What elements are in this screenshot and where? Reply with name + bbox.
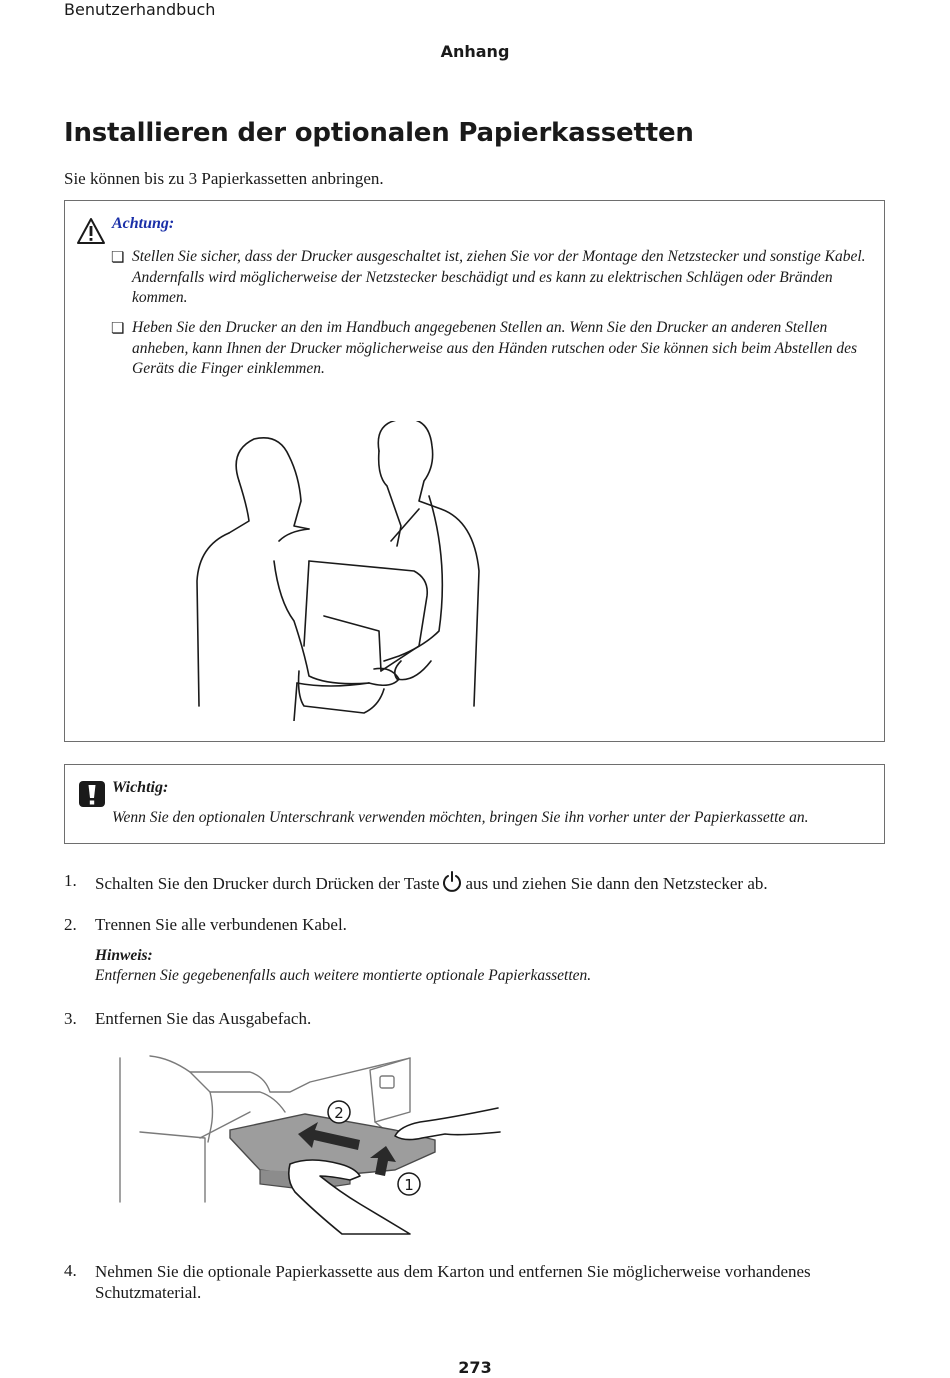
caution-item [111, 247, 877, 309]
warning-triangle-icon [76, 217, 106, 245]
caution-item-text: Stellen Sie sicher, dass der Drucker ausgeschaltet ist, ziehen Sie vor der Montage den Netzstecker und sonstige Kabel. Andernfalls wird möglicherweise der Netzstecker beschädigt und es kann zu elektrischen Schlägen oder Bränden kommen. [132, 248, 866, 306]
svg-text:2: 2 [334, 1104, 344, 1122]
note-text: Entfernen Sie gegebenenfalls auch weitere montierte optionale Papierkassetten. [95, 967, 592, 984]
important-text: Wenn Sie den optionalen Unterschrank verwenden möchten, bringen Sie ihn vorher unter der Papierkassette an. [112, 809, 809, 826]
running-header: Benutzerhandbuch [64, 0, 216, 19]
step-number: 4. [64, 1261, 77, 1280]
step-text-before: Schalten Sie den Drucker durch Drücken der Taste [95, 874, 440, 893]
page-number: 273 [458, 1358, 492, 1377]
important-label: Wichtig: [112, 779, 169, 796]
step-number: 1. [64, 871, 77, 890]
caution-label: Achtung: [112, 215, 175, 232]
step-number: 3. [64, 1009, 77, 1028]
callout-1 [398, 1173, 420, 1195]
caution-item-text: Heben Sie den Drucker an den im Handbuch angegebenen Stellen an. Wenn Sie den Drucker an anderen Stellen anheben, kann Ihnen der Drucker möglicherweise aus den Händen rutschen oder Sie können sich beim Abstellen des Geräts die Finger einklemmen. [132, 319, 858, 377]
callout-2 [328, 1101, 350, 1123]
checkbox-bullet-icon: ❏ [111, 321, 125, 337]
step-text: Nehmen Sie die optionale Papierkassette aus dem Karton und entfernen Sie möglicherweise vorhandenes Schutzmaterial. [95, 1262, 811, 1302]
important-box [64, 764, 885, 844]
page-title: Installieren der optionalen Papierkassetten [64, 118, 694, 148]
step-text: Trennen Sie alle verbundenen Kabel. [95, 915, 347, 934]
svg-text:1: 1 [404, 1176, 414, 1194]
checkbox-bullet-icon: ❏ [111, 250, 125, 266]
power-icon [442, 871, 462, 893]
lifting-printer-illustration [129, 421, 499, 721]
step-text: Entfernen Sie das Ausgabefach. [95, 1009, 312, 1028]
step-number: 2. [64, 915, 77, 934]
caution-box [64, 200, 885, 742]
intro-text: Sie können bis zu 3 Papierkassetten anbringen. [64, 169, 384, 188]
section-heading: Anhang [440, 42, 510, 61]
exclamation-icon [79, 781, 105, 809]
step-text [95, 871, 768, 894]
caution-item [111, 318, 877, 380]
note-label: Hinweis: [95, 947, 153, 964]
output-tray-illustration [110, 1052, 510, 1237]
step-text-after: aus und ziehen Sie dann den Netzstecker ab. [465, 874, 768, 893]
